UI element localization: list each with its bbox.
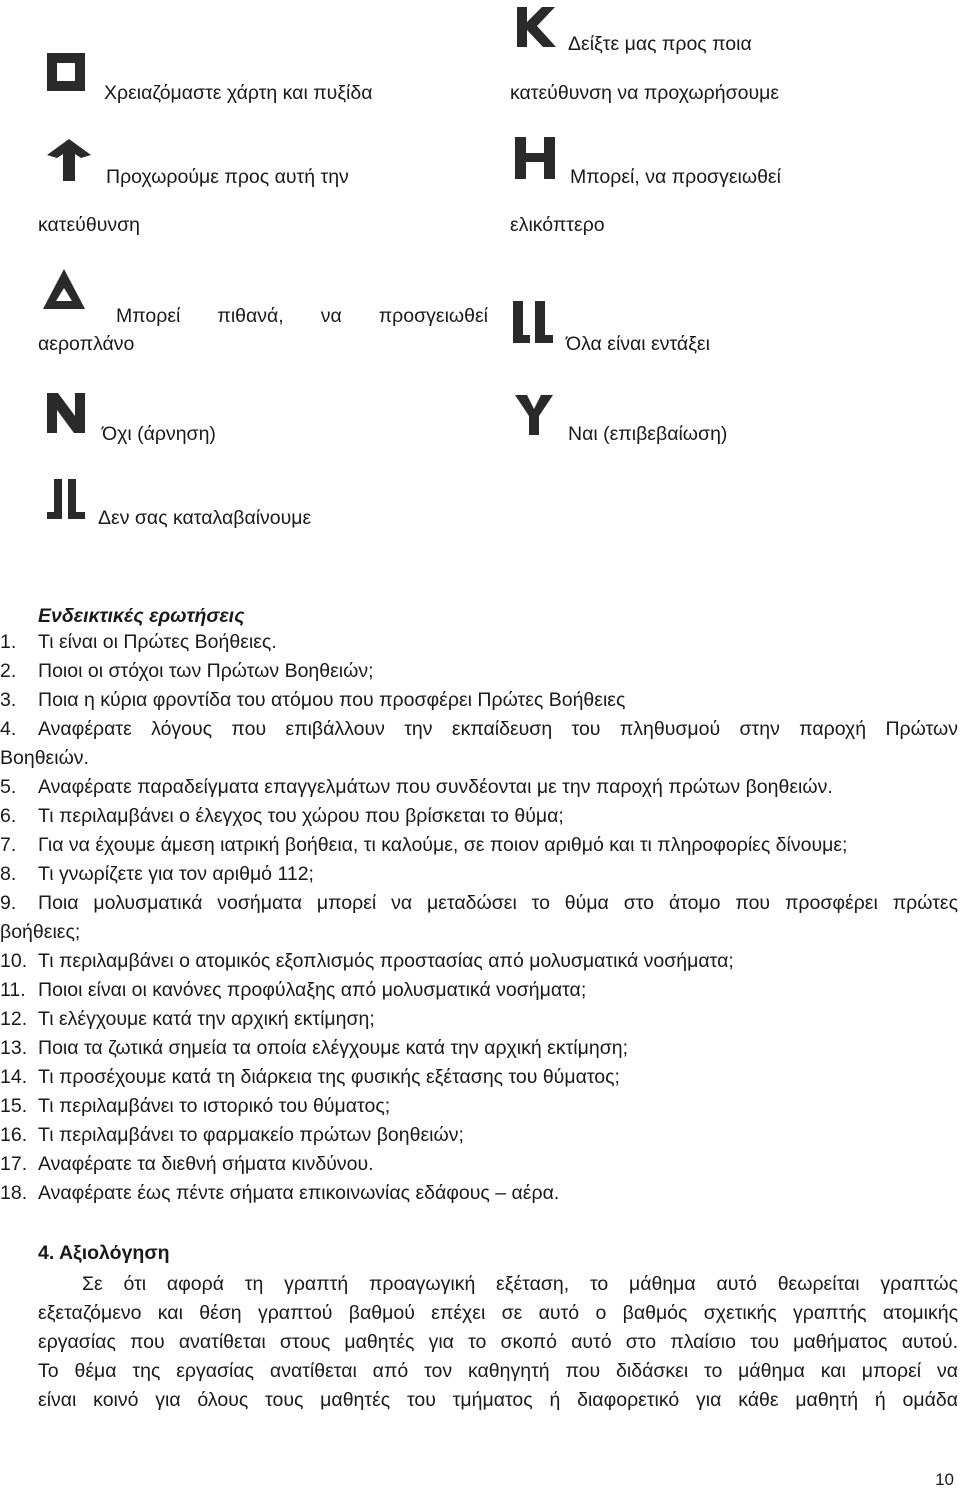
list-item: 14. Τι προσέχουμε κατά τη διάρκεια της φυσικής εξέτασης του θύματος; (0, 1066, 620, 1088)
signal-caption-airplane-line2: αεροπλάνο (38, 333, 135, 355)
letter-n-signal-icon (46, 392, 86, 434)
list-item: 3. Ποια η κύρια φροντίδα του ατόμου που προσφέρει Πρώτες Βοήθειες (0, 689, 626, 711)
signal-caption-airplane-line1: Μπορεί πιθανά, να προσγειωθεί (116, 305, 488, 327)
questions-heading: Ενδεικτικές ερωτήσεις (38, 605, 245, 627)
signal-caption-not-understood: Δεν σας καταλαβαίνουμε (98, 507, 312, 529)
list-item: 8. Τι γνωρίζετε για τον αριθμό 112; (0, 863, 314, 885)
page-number: 10 (935, 1470, 954, 1489)
list-item: 7. Για να έχουμε άμεση ιατρική βοήθεια, τι καλούμε, σε ποιον αριθμό και τι πληροφορίες δίνουμε; (0, 834, 848, 856)
list-item: 18. Αναφέρατε έως πέντε σήματα επικοινωνίας εδάφους – αέρα. (0, 1182, 560, 1204)
triangle-signal-icon (42, 268, 86, 310)
evaluation-paragraph (38, 1270, 958, 1415)
paragraph-line: Το θέμα της εργασίας ανατίθεται από τον καθηγητή που διδάσκει το μάθημα και μπορεί να (38, 1360, 958, 1382)
list-item: 12. Τι ελέγχουμε κατά την αρχική εκτίμηση; (0, 1008, 375, 1030)
list-item: 16. Τι περιλαμβάνει το φαρμακείο πρώτων βοηθειών; (0, 1124, 464, 1146)
list-item: 10. Τι περιλαμβάνει ο ατομικός εξοπλισμός προστασίας από μολυσματικά νοσήματα; (0, 950, 734, 972)
signal-caption-helicopter-line2: ελικόπτερο (510, 214, 605, 236)
double-l-signal-icon (512, 300, 554, 344)
letter-h-signal-icon (514, 136, 556, 180)
list-item: 4. Αναφέρατε λόγους που επιβάλλουν την εκπαίδευση του πληθυσμού στην παροχή Πρώτων Βοηθειών. (0, 718, 958, 769)
list-item: 15. Τι περιλαμβάνει το ιστορικό του θύματος; (0, 1095, 391, 1117)
letter-y-signal-icon (514, 394, 554, 436)
list-item: 5. Αναφέρατε παραδείγματα επαγγελμάτων που συνδέονται με την παροχή πρώτων βοηθειών. (0, 776, 833, 798)
list-item: 6. Τι περιλαμβάνει ο έλεγχος του χώρου που βρίσκεται το θύμα; (0, 805, 564, 827)
signal-caption-no: Όχι (άρνηση) (102, 423, 216, 445)
list-item: 11. Ποιοι είναι οι κανόνες προφύλαξης από μολυσματικά νοσήματα; (0, 979, 587, 1001)
section-heading-evaluation: 4. Αξιολόγηση (38, 1242, 170, 1264)
square-signal-icon (46, 52, 86, 92)
signal-caption-yes: Ναι (επιβεβαίωση) (568, 423, 728, 445)
signal-caption-show-direction-line1: Δείξτε μας προς ποια (568, 33, 752, 55)
list-item: 9. Ποια μολυσματικά νοσήματα μπορεί να μεταδώσει το θύμα στο άτομο που προσφέρει πρώτες βοήθειες; (0, 892, 958, 943)
signal-caption-all-ok: Όλα είναι εντάξει (566, 333, 710, 355)
signal-caption-proceed-line1: Προχωρούμε προς αυτή την (106, 166, 349, 188)
signal-caption-proceed-line2: κατεύθυνση (38, 214, 140, 236)
list-item: 17. Αναφέρατε τα διεθνή σήματα κινδύνου. (0, 1153, 374, 1175)
jl-signal-icon (46, 478, 86, 520)
arrow-up-signal-icon (46, 138, 92, 182)
paragraph-line: εξεταζόμενο και θέση γραπτού βαθμού επέχει σε αυτό ο βαθμός σχετικής γραπτής ατομικής (38, 1302, 958, 1324)
paragraph-line: είναι κοινό για όλους τους μαθητές του τμήματος ή διαφορετικό για κάθε μαθητή ή ομάδα (38, 1389, 958, 1411)
signal-caption-map-compass: Χρειαζόμαστε χάρτη και πυξίδα (104, 82, 373, 104)
paragraph-line: εργασίας που ανατίθεται στους μαθητές για το σκοπό αυτό στο πλαίσιο του μαθήματος αυτού. (38, 1331, 958, 1353)
questions-list (0, 628, 960, 1208)
letter-k-signal-icon (516, 6, 556, 48)
signal-caption-show-direction-line2: κατεύθυνση να προχωρήσουμε (510, 82, 780, 104)
list-item: 1. Τι είναι οι Πρώτες Βοήθειες. (0, 631, 277, 653)
list-item: 13. Ποια τα ζωτικά σημεία τα οποία ελέγχουμε κατά την αρχική εκτίμηση; (0, 1037, 628, 1059)
signal-caption-helicopter-line1: Μπορεί, να προσγειωθεί (570, 166, 781, 188)
paragraph-line: Σε ότι αφορά τη γραπτή προαγωγική εξέταση, το μάθημα αυτό θεωρείται γραπτώς (82, 1273, 958, 1295)
list-item: 2. Ποιοι οι στόχοι των Πρώτων Βοηθειών; (0, 660, 374, 682)
